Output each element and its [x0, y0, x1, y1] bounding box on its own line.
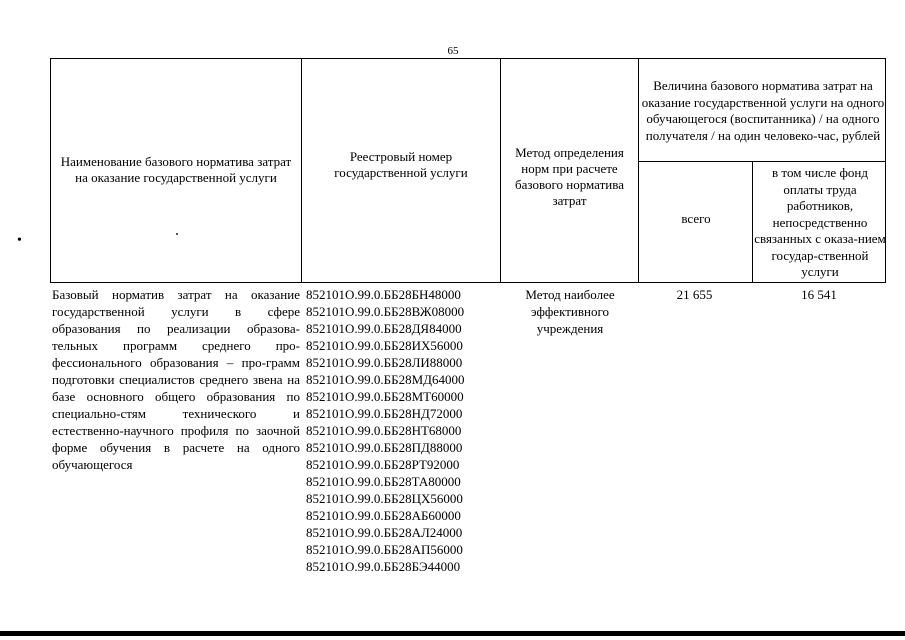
registry-code: 852101О.99.0.ББ28ЦХ56000 [306, 491, 463, 506]
registry-code: 852101О.99.0.ББ28ИХ56000 [306, 338, 463, 353]
row-value-fund: 16 541 [801, 287, 837, 302]
registry-code: 852101О.99.0.ББ28ПД88000 [306, 440, 463, 455]
row-value-total: 21 655 [676, 287, 713, 302]
margin-bullet: • [17, 233, 22, 248]
registry-code: 852101О.99.0.ББ28ВЖ08000 [306, 304, 465, 319]
header-fund: в том числе фонд оплаты труда работников, непосредственно связанных с оказа-нием государ-ственной услуги [754, 165, 886, 280]
registry-code: 852101О.99.0.ББ28БН48000 [306, 287, 461, 302]
page-number: 65 [447, 45, 459, 57]
registry-code: 852101О.99.0.ББ28МТ60000 [306, 389, 464, 404]
table-header [50, 58, 886, 283]
registry-code: 852101О.99.0.ББ28НТ68000 [306, 423, 462, 438]
registry-code: 852101О.99.0.ББ28МД64000 [306, 372, 465, 387]
registry-code: 852101О.99.0.ББ28ЛИ88000 [306, 355, 463, 370]
registry-code: 852101О.99.0.ББ28ДЯ84000 [306, 321, 462, 336]
scan-bottom-edge [0, 631, 905, 636]
header-value-group: Величина базового норматива затрат на оказание государственной услуги на одного обучающегося (воспитанника) / на одного получателя / на один человеко-час, рублей [641, 78, 885, 143]
registry-code: 852101О.99.0.ББ28НД72000 [306, 406, 463, 421]
row-registry-codes [306, 286, 506, 575]
registry-code: 852101О.99.0.ББ28АП56000 [306, 542, 463, 557]
column-divider [500, 59, 501, 282]
column-divider [638, 59, 639, 282]
subheader-divider [638, 161, 885, 162]
registry-code: 852101О.99.0.ББ28РТ92000 [306, 457, 460, 472]
header-total: всего [681, 211, 711, 226]
header-name: Наименование базового норматива затрат на оказание государственной услуги [60, 154, 292, 185]
registry-code: 852101О.99.0.ББ28АЛ24000 [306, 525, 463, 540]
registry-code: 852101О.99.0.ББ28БЭ44000 [306, 559, 461, 574]
column-divider [301, 59, 302, 282]
registry-code: 852101О.99.0.ББ28АБ60000 [306, 508, 461, 523]
row-method: Метод наиболее эффективного учреждения [525, 287, 615, 336]
column-divider [752, 161, 753, 282]
registry-code: 852101О.99.0.ББ28ТА80000 [306, 474, 461, 489]
header-method: Метод определения норм при расчете базового норматива затрат [515, 145, 624, 208]
header-registry: Реестровый номер государственной услуги [334, 149, 468, 180]
row-service-name: Базовый норматив затрат на оказание государственной услуги в сфере образования по реализации образова-тельных программ среднего про-фессионального образования – про-грамм подготовки специалистов среднего звена на базе основного общего образования по специально-стям технического и естественно-научного профиля по заочной форме обучения в расчете на одного обучающегося [52, 287, 300, 472]
